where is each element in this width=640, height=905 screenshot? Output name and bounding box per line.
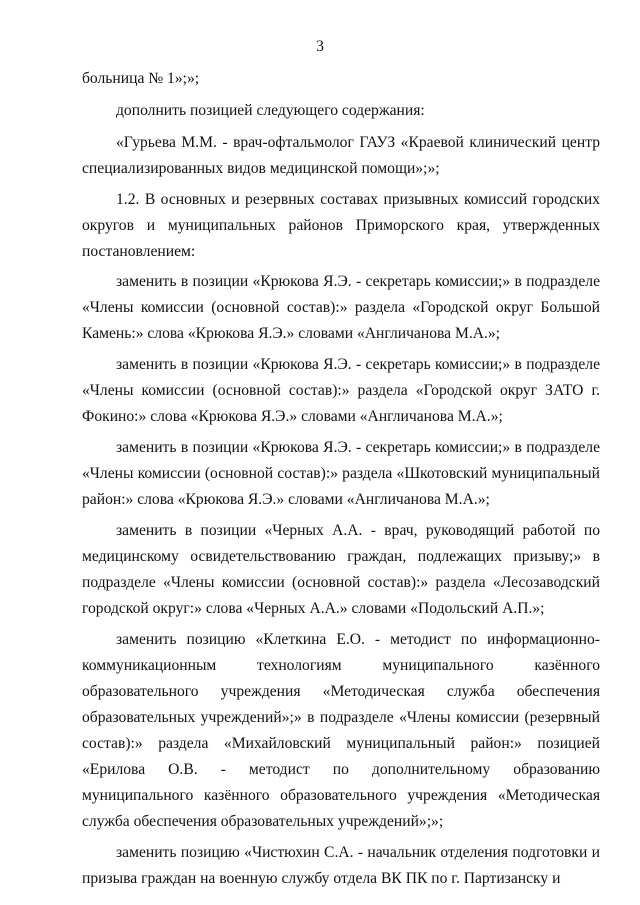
paragraph-shkotovsky: заменить в позиции «Крюкова Я.Э. - секретарь комиссии;» в подразделе «Члены комиссии (основной состав):» раздела «Шкотовский муниципальный район:» слова «Крюкова Я.Э.» словами «Англичанова М.А.»; (82, 439, 600, 508)
paragraph-continuation: больница № 1»;»; (82, 70, 200, 87)
paragraph-guryeva: «Гурьева М.М. - врач-офтальмолог ГАУЗ «Краевой клинический центр специализированных видов медицинской помощи»;»; (82, 134, 600, 177)
paragraph-section-1-2: 1.2. В основных и резервных составах призывных комиссий городских округов и муниципальных районов Приморского края, утвержденных постановлением: (82, 191, 600, 260)
paragraph-mikhailovsky: заменить позицию «Клеткина Е.О. - методист по информационно-коммуникационным технологиям муниципального казённого образовательного учреждения «Методическая служба обеспечения образовательных учреждений»;» в подразделе «Члены комиссии (резервный состав):» раздела «Михайловский муниципальный район:» позицией «Ерилова О.В. - методист по дополнительному образованию муниципального казённого образовательного учреждения «Методическая служба обеспечения образовательных учреждений»;»; (82, 631, 600, 830)
page-number: 3 (316, 38, 324, 55)
paragraph-fokino: заменить в позиции «Крюкова Я.Э. - секретарь комиссии;» в подразделе «Члены комиссии (основной состав):» раздела «Городской округ ЗАТО г. Фокино:» слова «Крюкова Я.Э.» словами «Англичанова М.А.»; (82, 356, 600, 425)
paragraph-lesozavodsk: заменить в позиции «Черных А.А. - врач, руководящий работой по медицинскому освидетельствованию граждан, подлежащих призыву;» в подразделе «Члены комиссии (основной состав):» раздела «Лесозаводский городской округ:» слова «Черных А.А.» словами «Подольский А.П.»; (82, 522, 600, 617)
paragraph-chistyukhin: заменить позицию «Чистюхин С.А. - начальник отделения подготовки и призыва граждан на военную службу отдела ВК ПК по г. Партизанску и (82, 844, 600, 887)
paragraph-bolshoy-kamen: заменить в позиции «Крюкова Я.Э. - секретарь комиссии;» в подразделе «Члены комиссии (основной состав):» раздела «Городской округ Большой Камень:» слова «Крюкова Я.Э.» словами «Англичанова М.А.»; (82, 273, 600, 342)
paragraph-add-position: дополнить позицией следующего содержания: (116, 102, 425, 119)
document-body (82, 66, 600, 892)
